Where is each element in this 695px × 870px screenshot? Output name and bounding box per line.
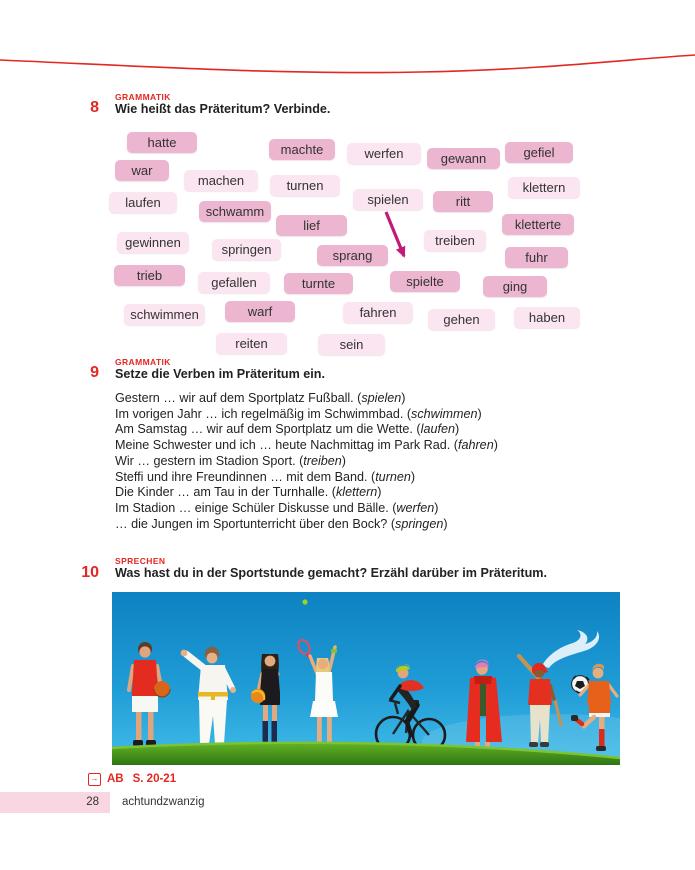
verb-tile-gewinnen[interactable]: gewinnen <box>117 232 189 253</box>
verb-tile-haben[interactable]: haben <box>514 307 580 328</box>
exercise9-sentences <box>115 391 585 532</box>
verb-tile-schwamm[interactable]: schwamm <box>199 201 271 222</box>
sentence-line: Steffi und ihre Freundinnen … mit dem Band. (turnen) <box>115 469 416 484</box>
verb-tile-warf[interactable]: warf <box>225 301 295 322</box>
workbook-arrow-icon: → <box>88 773 101 786</box>
sentence-line: Meine Schwester und ich … heute Nachmittag im Park Rad. (fahren) <box>115 438 498 453</box>
verb-tile-gefallen[interactable]: gefallen <box>198 272 270 293</box>
verb-tile-sprang[interactable]: sprang <box>317 245 388 266</box>
verb-tile-hatte[interactable]: hatte <box>127 132 197 153</box>
verb-tile-machen[interactable]: machen <box>184 170 258 191</box>
verb-tile-schwimmen[interactable]: schwimmen <box>124 304 205 325</box>
verb-hint: fahren <box>457 438 494 453</box>
verb-hint: werfen <box>396 500 435 515</box>
verb-tile-klettern[interactable]: klettern <box>508 177 580 198</box>
verb-tile-werfen[interactable]: werfen <box>347 143 421 164</box>
verb-tile-turnen[interactable]: turnen <box>270 175 340 196</box>
verb-hint: turnen <box>375 469 411 484</box>
verb-hint: treiben <box>303 453 342 468</box>
verb-tile-gewann[interactable]: gewann <box>427 148 500 169</box>
verb-hint: laufen <box>420 422 455 437</box>
verb-tile-war[interactable]: war <box>115 160 169 181</box>
exercise8-tag: GRAMMATIK <box>115 92 171 102</box>
verb-tile-gehen[interactable]: gehen <box>428 309 495 330</box>
verb-tile-spielte[interactable]: spielte <box>390 271 460 292</box>
exercise8-number: 8 <box>90 99 99 116</box>
verb-tile-fahren[interactable]: fahren <box>343 302 413 323</box>
verb-tile-kletterte[interactable]: kletterte <box>502 214 574 235</box>
exercise9-tag: GRAMMATIK <box>115 357 171 367</box>
sports-kids-photo <box>112 592 620 765</box>
sentence-line: … die Jungen im Sportunterricht über den Bock? (springen) <box>115 516 448 531</box>
verb-tile-sein[interactable]: sein <box>318 334 385 355</box>
verb-tile-laufen[interactable]: laufen <box>109 192 177 213</box>
verb-tile-springen[interactable]: springen <box>212 239 281 260</box>
verb-tile-machte[interactable]: machte <box>269 139 335 160</box>
verb-tile-turnte[interactable]: turnte <box>284 273 353 294</box>
verb-hint: springen <box>395 516 444 531</box>
verb-tile-ritt[interactable]: ritt <box>433 191 493 212</box>
verb-hint: schwimmen <box>411 406 478 421</box>
verb-tile-spielen[interactable]: spielen <box>353 189 423 210</box>
verb-tile-ging[interactable]: ging <box>483 276 547 297</box>
exercise8-title: Wie heißt das Präteritum? Verbinde. <box>115 102 331 116</box>
exercise10-number: 10 <box>81 564 99 581</box>
exercise9-number: 9 <box>90 364 99 381</box>
sentence-line: Gestern … wir auf dem Sportplatz Fußball. (spielen) <box>115 391 406 405</box>
verb-tile-fuhr[interactable]: fuhr <box>505 247 568 268</box>
verb-tile-trieb[interactable]: trieb <box>114 265 185 286</box>
exercise10-title: Was hast du in der Sportstunde gemacht? Erzähl darüber im Präteritum. <box>115 566 547 580</box>
workbook-label: AB <box>107 773 124 785</box>
workbook-reference <box>88 772 176 786</box>
verb-tile-treiben[interactable]: treiben <box>424 230 486 251</box>
exercise10-tag: SPRECHEN <box>115 556 166 566</box>
top-red-rule <box>0 0 695 90</box>
sentence-line: Im vorigen Jahr … ich regelmäßig im Schwimmbad. (schwimmen) <box>115 406 482 421</box>
sentence-line: Wir … gestern im Stadion Sport. (treiben) <box>115 453 346 468</box>
workbook-pages: S. 20-21 <box>132 773 177 785</box>
page-number: 28 <box>86 796 99 808</box>
sentence-line: Im Stadion … einige Schüler Diskusse und Bälle. (werfen) <box>115 500 439 515</box>
verb-hint: spielen <box>361 391 402 405</box>
verb-tile-lief[interactable]: lief <box>276 215 347 236</box>
sentence-line: Am Samstag … wir auf dem Sportplatz um die Wette. (laufen) <box>115 422 460 437</box>
sentence-line: Die Kinder … am Tau in der Turnhalle. (klettern) <box>115 485 382 500</box>
tennis-ball <box>302 599 307 604</box>
page-number-word: achtundzwanzig <box>122 796 205 808</box>
verb-tile-gefiel[interactable]: gefiel <box>505 142 573 163</box>
verb-tile-reiten[interactable]: reiten <box>216 333 287 354</box>
verb-hint: klettern <box>335 485 378 500</box>
exercise9-title: Setze die Verben im Präteritum ein. <box>115 367 325 381</box>
